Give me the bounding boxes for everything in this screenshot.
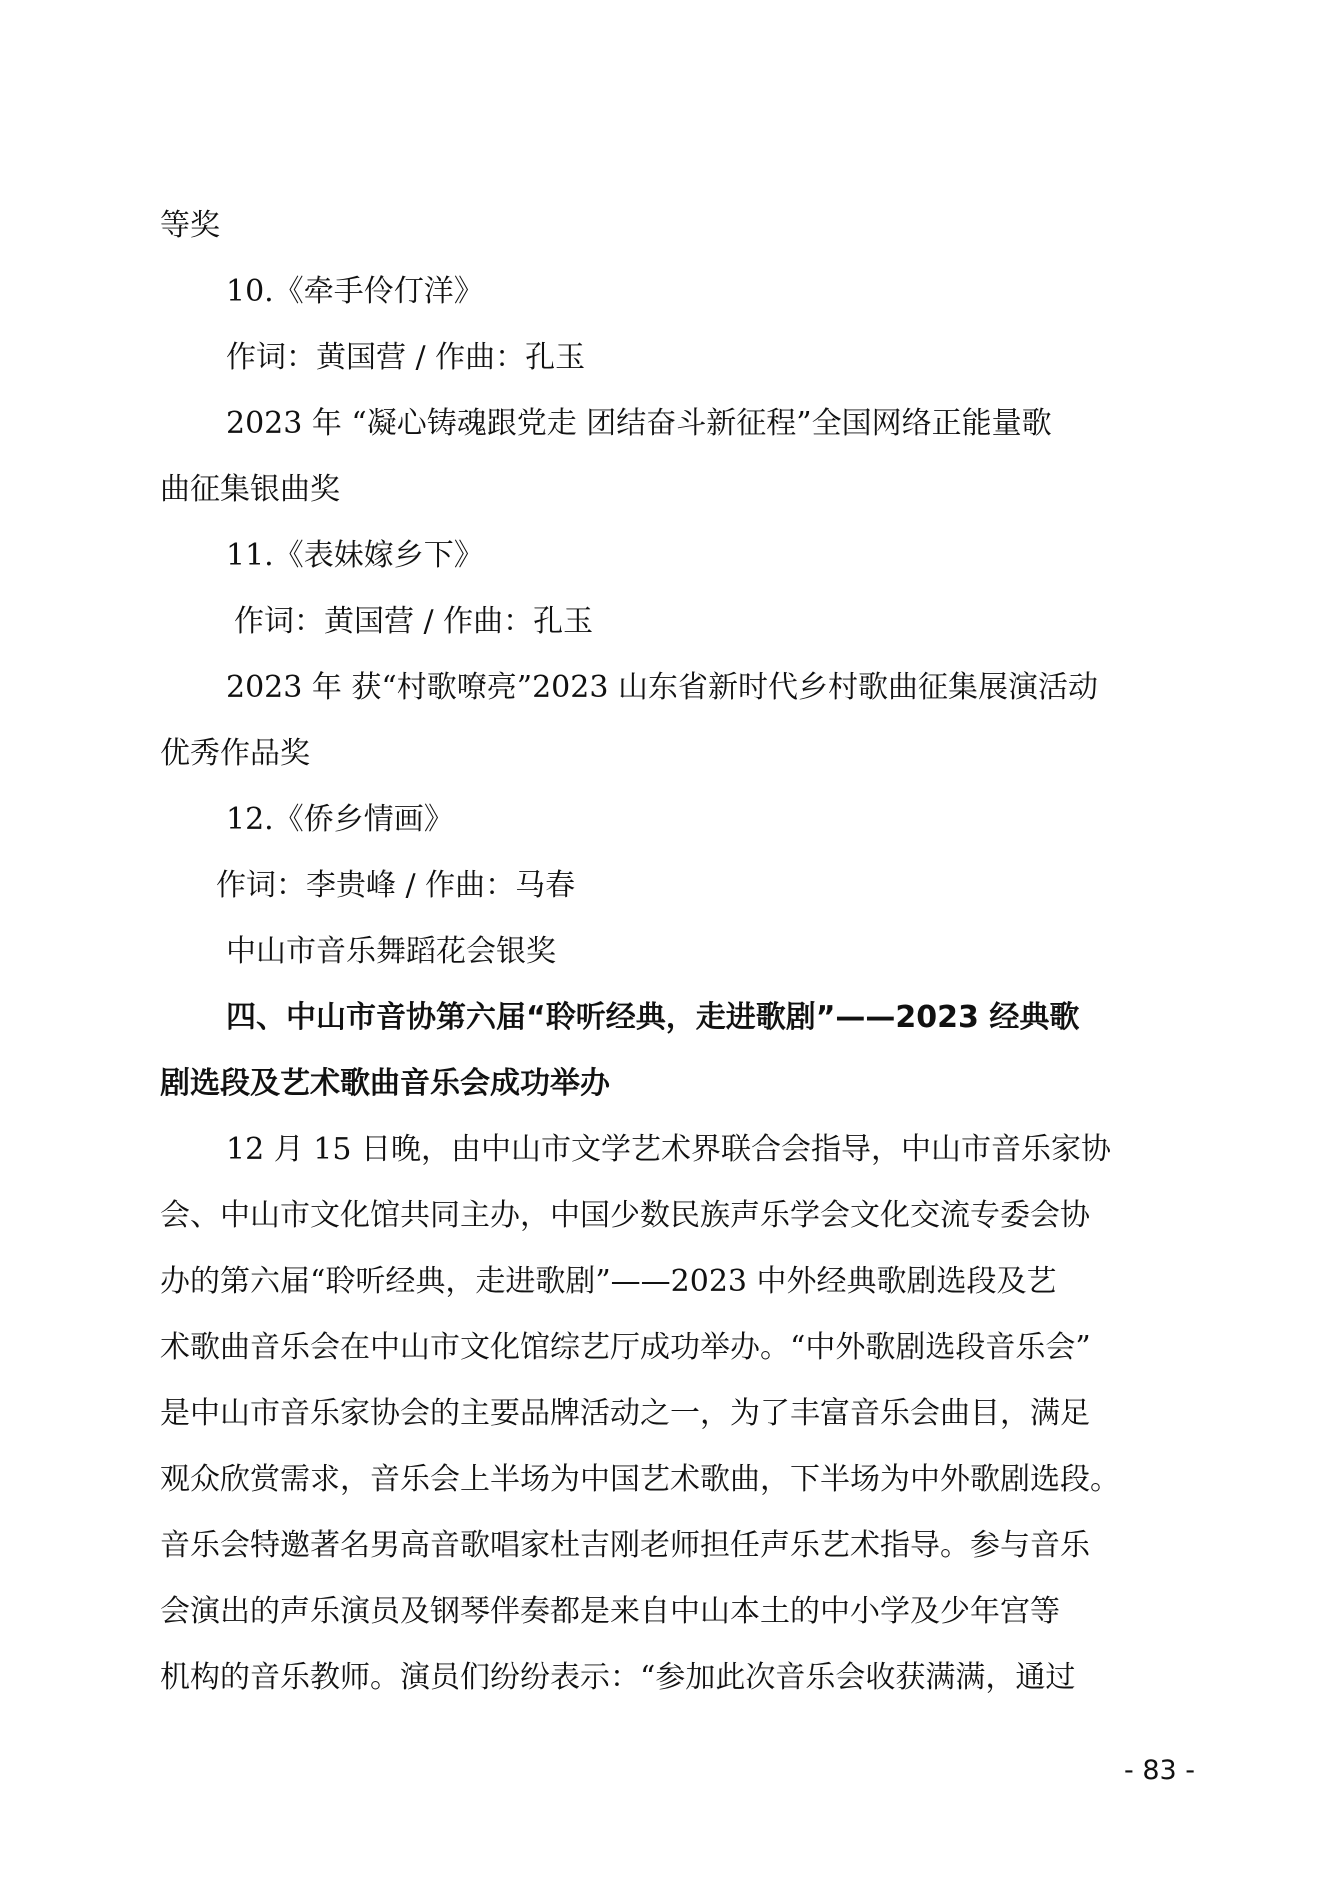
- song-title-12: 12.《侨乡情画》: [226, 802, 454, 837]
- paragraph-line-7: 音乐会特邀著名男高音歌唱家杜吉刚老师担任声乐艺术指导。参与音乐: [160, 1528, 1090, 1563]
- paragraph-line-4: 术歌曲音乐会在中山市文化馆综艺厅成功举办。“中外歌剧选段音乐会”: [160, 1330, 1091, 1365]
- song-award-10-line2: 曲征集银曲奖: [160, 472, 340, 507]
- song-credits-10: 作词：黄国营 / 作曲：孔玉: [226, 340, 586, 375]
- page-number: - 83 -: [1124, 1755, 1196, 1786]
- paragraph-line-1: 12 月 15 日晚，由中山市文学艺术界联合会指导，中山市音乐家协: [226, 1132, 1111, 1167]
- paragraph-line-5: 是中山市音乐家协会的主要品牌活动之一，为了丰富音乐会曲目，满足: [160, 1396, 1090, 1431]
- song-title-10: 10.《牵手伶仃洋》: [226, 274, 484, 309]
- text-line-award-tail: 等奖: [160, 208, 220, 243]
- paragraph-line-6: 观众欣赏需求，音乐会上半场为中国艺术歌曲，下半场为中外歌剧选段。: [160, 1462, 1120, 1497]
- song-award-11-line1: 2023 年 获“村歌嘹亮”2023 山东省新时代乡村歌曲征集展演活动: [226, 670, 1098, 705]
- paragraph-line-8: 会演出的声乐演员及钢琴伴奏都是来自中山本土的中小学及少年宫等: [160, 1594, 1060, 1629]
- song-award-10-line1: 2023 年 “凝心铸魂跟党走 团结奋斗新征程”全国网络正能量歌: [226, 406, 1052, 441]
- song-credits-12: 作词：李贵峰 / 作曲：马春: [216, 868, 576, 903]
- song-award-12: 中山市音乐舞蹈花会银奖: [226, 934, 556, 969]
- paragraph-line-9: 机构的音乐教师。演员们纷纷表示：“参加此次音乐会收获满满，通过: [160, 1660, 1076, 1695]
- paragraph-line-3: 办的第六届“聆听经典，走进歌剧”——2023 中外经典歌剧选段及艺: [160, 1264, 1057, 1299]
- song-credits-11: 作词：黄国营 / 作曲：孔玉: [234, 604, 594, 639]
- section-heading-line1: 四、中山市音协第六届“聆听经典，走进歌剧”——2023 经典歌: [226, 1000, 1080, 1035]
- paragraph-line-2: 会、中山市文化馆共同主办，中国少数民族声乐学会文化交流专委会协: [160, 1198, 1090, 1233]
- song-title-11: 11.《表妹嫁乡下》: [226, 538, 484, 573]
- song-award-11-line2: 优秀作品奖: [160, 736, 310, 771]
- section-heading-line2: 剧选段及艺术歌曲音乐会成功举办: [160, 1066, 610, 1101]
